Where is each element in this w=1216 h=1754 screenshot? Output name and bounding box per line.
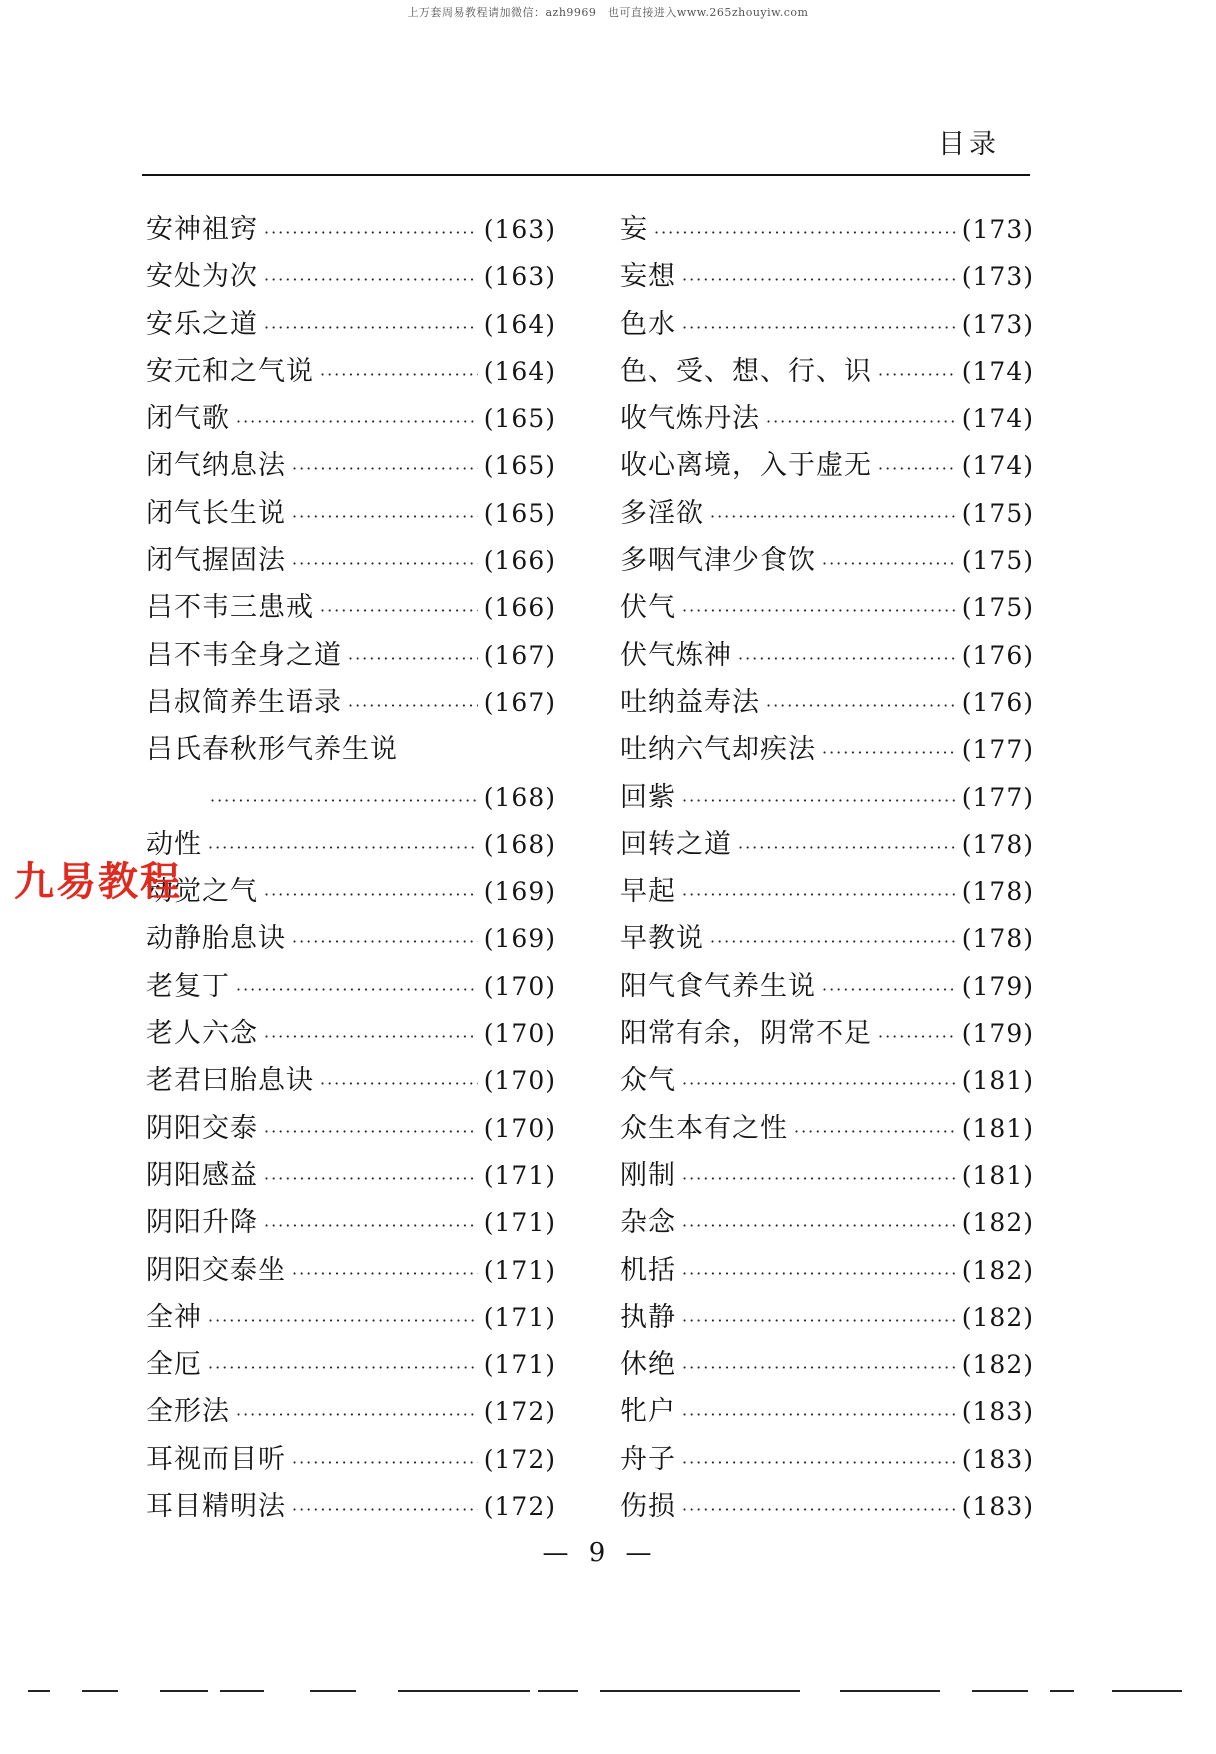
toc-entry xyxy=(620,774,1034,821)
toc-entry xyxy=(620,1436,1034,1483)
dot-leader xyxy=(292,1439,478,1486)
toc-left-column xyxy=(146,206,556,1530)
dot-leader xyxy=(738,635,956,682)
entry-title: 动静胎息诀 xyxy=(146,923,286,955)
entry-page: (178) xyxy=(961,877,1034,907)
entry-title: 阴阳升降 xyxy=(146,1207,258,1239)
dot-leader xyxy=(292,918,478,965)
entry-page: (173) xyxy=(961,309,1034,339)
toc-entry xyxy=(146,868,556,915)
toc-entry xyxy=(620,348,1034,395)
toc-entry xyxy=(620,1105,1034,1152)
toc-entry xyxy=(146,1388,556,1435)
dot-leader xyxy=(682,777,956,824)
entry-page: (171) xyxy=(483,1350,556,1380)
entry-title: 牝户 xyxy=(620,1396,676,1428)
toc-entry xyxy=(146,1436,556,1483)
toc-entry xyxy=(146,632,556,679)
dot-leader xyxy=(264,1202,478,1249)
entry-page: (183) xyxy=(961,1397,1034,1427)
toc-entry xyxy=(146,679,556,726)
toc-entry xyxy=(146,1010,556,1057)
dot-leader xyxy=(264,256,478,303)
entry-page: (165) xyxy=(483,404,556,434)
toc-entry xyxy=(146,726,556,773)
dot-leader xyxy=(878,351,956,398)
entry-title: 闭气歌 xyxy=(146,403,230,435)
entry-page: (175) xyxy=(961,498,1034,528)
toc-right-column xyxy=(620,206,1034,1530)
entry-title: 全形法 xyxy=(146,1396,230,1428)
entry-title: 妄 xyxy=(620,214,648,245)
toc-entry xyxy=(620,1247,1034,1294)
entry-title: 吕氏春秋形气养生说 xyxy=(146,734,398,766)
dot-leader xyxy=(292,493,478,540)
dot-leader xyxy=(682,1155,956,1202)
entry-title: 执静 xyxy=(620,1301,676,1333)
entry-title: 耳目精明法 xyxy=(146,1491,286,1523)
entry-title: 妄想 xyxy=(620,261,676,293)
dot-leader xyxy=(682,1202,956,1249)
entry-title: 多咽气津少食饮 xyxy=(620,545,816,577)
entry-page: (177) xyxy=(961,735,1034,765)
entry-title: 收心离境，入于虚无 xyxy=(620,450,872,482)
entry-page: (173) xyxy=(961,262,1034,292)
dot-leader xyxy=(682,1439,956,1486)
entry-page: (163) xyxy=(483,262,556,292)
entry-page: (171) xyxy=(483,1302,556,1332)
entry-page: (170) xyxy=(483,1019,556,1049)
entry-title: 闭气长生说 xyxy=(146,497,286,529)
entry-title: 阳常有余，阴常不足 xyxy=(620,1018,872,1050)
top-note: 上万套周易教程请加微信：azh9969 也可直接进入www.265zhouyiw.com xyxy=(407,6,809,19)
toc-entry xyxy=(620,490,1034,537)
entry-title: 众生本有之性 xyxy=(620,1112,788,1144)
entry-page: (183) xyxy=(961,1492,1034,1522)
toc-entry xyxy=(146,1341,556,1388)
dot-leader xyxy=(682,1297,956,1344)
toc-entry xyxy=(620,963,1034,1010)
dot-leader xyxy=(654,209,956,256)
entry-title: 早教说 xyxy=(620,923,704,955)
toc-entry xyxy=(146,1199,556,1246)
entry-page: (170) xyxy=(483,1066,556,1096)
toc-entry xyxy=(620,395,1034,442)
entry-page: (171) xyxy=(483,1255,556,1285)
watermark-logo: 九易教程 xyxy=(14,859,182,905)
entry-title: 阴阳交泰坐 xyxy=(146,1254,286,1286)
entry-title: 吕叔简养生语录 xyxy=(146,686,342,718)
dot-leader xyxy=(292,1486,478,1533)
toc-entry xyxy=(620,1483,1034,1530)
dot-leader xyxy=(710,493,956,540)
dot-leader xyxy=(320,1060,478,1107)
entry-page: (170) xyxy=(483,1113,556,1143)
toc-entry xyxy=(620,1199,1034,1246)
dot-leader xyxy=(292,540,478,587)
toc-entry xyxy=(620,1341,1034,1388)
toc-entry xyxy=(146,915,556,962)
entry-page: (182) xyxy=(961,1208,1034,1238)
entry-title: 早起 xyxy=(620,876,676,908)
toc-entry xyxy=(146,442,556,489)
toc-entry xyxy=(146,206,556,253)
toc-entry xyxy=(146,1105,556,1152)
entry-page: (174) xyxy=(961,404,1034,434)
toc-entry xyxy=(620,915,1034,962)
entry-page: (172) xyxy=(483,1397,556,1427)
page-number: — 9 — xyxy=(542,1538,658,1568)
entry-title: 阳气食气养生说 xyxy=(620,970,816,1002)
dot-leader xyxy=(682,1250,956,1297)
entry-title: 伏气炼神 xyxy=(620,639,732,671)
entry-title: 回紫 xyxy=(620,781,676,813)
entry-title: 安神祖窍 xyxy=(146,214,258,245)
dot-leader xyxy=(766,682,956,729)
dot-leader xyxy=(292,1250,478,1297)
toc-entry xyxy=(620,632,1034,679)
dot-leader xyxy=(292,445,478,492)
dot-leader xyxy=(264,1108,478,1155)
dot-leader xyxy=(208,1344,478,1391)
entry-page: (172) xyxy=(483,1492,556,1522)
entry-page: (178) xyxy=(961,829,1034,859)
entry-page: (167) xyxy=(483,687,556,717)
dot-leader xyxy=(236,1391,478,1438)
dot-leader xyxy=(348,682,478,729)
toc-entry xyxy=(146,1294,556,1341)
toc-entry xyxy=(146,963,556,1010)
entry-title: 动觉之气 xyxy=(146,876,258,908)
entry-title: 阴阳交泰 xyxy=(146,1112,258,1144)
dot-leader xyxy=(738,824,956,871)
entry-page: (168) xyxy=(483,782,556,812)
entry-title: 吕不韦全身之道 xyxy=(146,639,342,671)
toc-entry xyxy=(620,537,1034,584)
toc-entry xyxy=(620,1294,1034,1341)
dot-leader xyxy=(682,304,956,351)
dot-leader xyxy=(236,966,478,1013)
entry-page: (178) xyxy=(961,924,1034,954)
entry-title: 舟子 xyxy=(620,1443,676,1475)
entry-page: (165) xyxy=(483,451,556,481)
dot-leader xyxy=(236,398,478,445)
entry-page: (174) xyxy=(961,356,1034,386)
dot-leader xyxy=(682,1391,956,1438)
entry-title: 色、受、想、行、识 xyxy=(620,355,872,387)
entry-title: 伏气 xyxy=(620,592,676,624)
dot-leader xyxy=(264,304,478,351)
entry-page: (182) xyxy=(961,1302,1034,1332)
entry-title: 休绝 xyxy=(620,1349,676,1381)
entry-page: (182) xyxy=(961,1350,1034,1380)
toc-entry xyxy=(620,679,1034,726)
toc-entry xyxy=(620,1152,1034,1199)
toc-entry xyxy=(146,348,556,395)
entry-page: (181) xyxy=(961,1113,1034,1143)
entry-page: (164) xyxy=(483,309,556,339)
dot-leader xyxy=(208,1297,478,1344)
dot-leader xyxy=(348,635,478,682)
dot-leader xyxy=(794,1108,956,1155)
dot-leader xyxy=(878,1013,956,1060)
entry-page: (166) xyxy=(483,593,556,623)
entry-page: (176) xyxy=(961,640,1034,670)
toc-entry xyxy=(620,1057,1034,1104)
entry-page: (181) xyxy=(961,1066,1034,1096)
dot-leader xyxy=(264,1155,478,1202)
toc-entry xyxy=(146,490,556,537)
entry-title: 杂念 xyxy=(620,1207,676,1239)
toc-entry-continuation xyxy=(146,774,556,821)
entry-title: 老君曰胎息诀 xyxy=(146,1065,314,1097)
entry-title: 收气炼丹法 xyxy=(620,403,760,435)
entry-title: 耳视而目听 xyxy=(146,1443,286,1475)
entry-page: (172) xyxy=(483,1444,556,1474)
entry-page: (182) xyxy=(961,1255,1034,1285)
entry-page: (175) xyxy=(961,546,1034,576)
toc-entry xyxy=(620,442,1034,489)
entry-page: (183) xyxy=(961,1444,1034,1474)
toc-entry xyxy=(620,868,1034,915)
toc-entry xyxy=(146,395,556,442)
entry-page: (171) xyxy=(483,1160,556,1190)
entry-title: 老人六念 xyxy=(146,1018,258,1050)
entry-title: 刚制 xyxy=(620,1159,676,1191)
entry-title: 闭气纳息法 xyxy=(146,450,286,482)
toc-entry xyxy=(620,206,1034,253)
dot-leader xyxy=(710,918,956,965)
dot-leader xyxy=(210,777,478,824)
entry-page: (170) xyxy=(483,971,556,1001)
toc-entry xyxy=(620,1388,1034,1435)
toc-entry xyxy=(146,1247,556,1294)
toc-entry xyxy=(146,301,556,348)
toc-entry xyxy=(146,537,556,584)
entry-page: (181) xyxy=(961,1160,1034,1190)
entry-page: (169) xyxy=(483,877,556,907)
dot-leader xyxy=(264,1013,478,1060)
dot-leader xyxy=(320,351,478,398)
entry-title: 伤损 xyxy=(620,1491,676,1523)
dot-leader xyxy=(878,445,956,492)
entry-title: 阴阳感益 xyxy=(146,1159,258,1191)
dot-leader xyxy=(682,1486,956,1533)
entry-page: (168) xyxy=(483,829,556,859)
toc-entry xyxy=(620,726,1034,773)
toc-entry xyxy=(620,301,1034,348)
entry-title: 吕不韦三患戒 xyxy=(146,592,314,624)
entry-title: 安乐之道 xyxy=(146,308,258,340)
dot-leader xyxy=(682,1344,956,1391)
entry-title: 全神 xyxy=(146,1301,202,1333)
entry-title: 色水 xyxy=(620,308,676,340)
dot-leader xyxy=(682,1060,956,1107)
entry-title: 吐纳六气却疾法 xyxy=(620,734,816,766)
dot-leader xyxy=(682,256,956,303)
entry-page: (173) xyxy=(961,215,1034,244)
entry-page: (176) xyxy=(961,687,1034,717)
entry-page: (167) xyxy=(483,640,556,670)
toc-entry xyxy=(146,1057,556,1104)
entry-page: (166) xyxy=(483,546,556,576)
toc-entry xyxy=(146,1152,556,1199)
dot-leader xyxy=(320,587,478,634)
entry-page: (169) xyxy=(483,924,556,954)
dot-leader xyxy=(822,540,956,587)
dot-leader xyxy=(264,209,478,256)
page-title: 目录 xyxy=(938,129,1000,160)
entry-page: (179) xyxy=(961,1019,1034,1049)
entry-title: 全厄 xyxy=(146,1349,202,1381)
dot-leader xyxy=(766,398,956,445)
toc-entry xyxy=(146,1483,556,1530)
dot-leader xyxy=(682,587,956,634)
entry-page: (177) xyxy=(961,782,1034,812)
entry-title: 老复丁 xyxy=(146,970,230,1002)
entry-title: 动性 xyxy=(146,828,202,860)
toc-entry xyxy=(620,821,1034,868)
entry-page: (171) xyxy=(483,1208,556,1238)
toc-entry xyxy=(620,253,1034,300)
entry-title: 闭气握固法 xyxy=(146,545,286,577)
entry-title: 吐纳益寿法 xyxy=(620,686,760,718)
header-rule xyxy=(142,174,1030,176)
entry-page: (165) xyxy=(483,498,556,528)
entry-title: 多淫欲 xyxy=(620,497,704,529)
dot-leader xyxy=(208,824,478,871)
entry-title: 安处为次 xyxy=(146,261,258,293)
dot-leader xyxy=(822,729,956,776)
entry-page: (164) xyxy=(483,356,556,386)
toc-entry xyxy=(146,253,556,300)
toc-entry xyxy=(146,584,556,631)
scan-edge-marks xyxy=(0,1690,1216,1730)
toc-entry xyxy=(146,821,556,868)
dot-leader xyxy=(682,871,956,918)
entry-page: (174) xyxy=(961,451,1034,481)
entry-page: (163) xyxy=(483,215,556,244)
entry-title: 安元和之气说 xyxy=(146,355,314,387)
entry-title: 机括 xyxy=(620,1254,676,1286)
dot-leader xyxy=(264,871,478,918)
dot-leader xyxy=(822,966,956,1013)
entry-page: (175) xyxy=(961,593,1034,623)
entry-title: 众气 xyxy=(620,1065,676,1097)
toc-entry xyxy=(620,584,1034,631)
entry-page: (179) xyxy=(961,971,1034,1001)
toc-entry xyxy=(620,1010,1034,1057)
entry-title: 回转之道 xyxy=(620,828,732,860)
